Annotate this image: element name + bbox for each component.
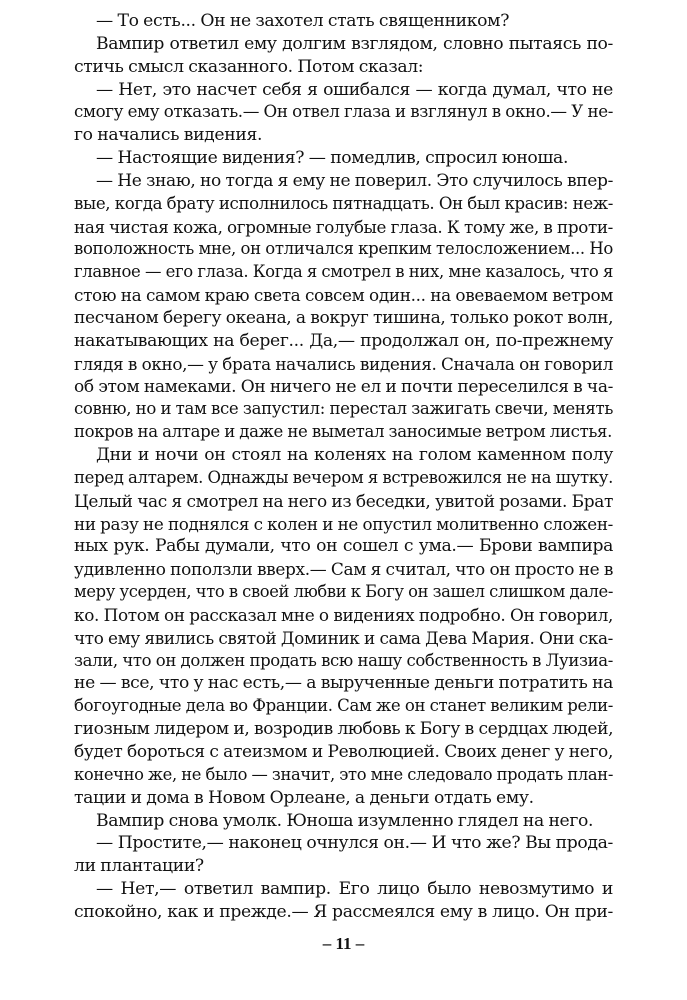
text-line: покров на алтаре и даже не выметал заносимые ветром листья. <box>74 422 613 442</box>
text-line: Дни и ночи он стоял на коленях на голом каменном полу <box>96 445 613 466</box>
text-line: — Нет,— ответил вампир. Его лицо было невозмутимо и <box>96 879 613 900</box>
text-line: перед алтарем. Однажды вечером я встревожился не на шутку. <box>74 467 613 487</box>
text-line: смогу ему отказать.— Он отвел глаза и взглянул в окно.— У не- <box>74 102 613 122</box>
text-line: зали, что он должен продать всю нашу собственность в Луизиа- <box>74 650 613 670</box>
text-line: песчаном берегу океана, а вокруг тишина, только рокот волн, <box>74 307 614 328</box>
text-line: — То есть... Он не захотел стать священником? <box>96 11 510 31</box>
text-line: об этом намеками. Он ничего не ел и почти переселился в ча- <box>74 376 613 397</box>
text-line: стою на самом краю света совсем один... на овеваемом ветром <box>74 285 613 306</box>
text-line: воположность мне, он отличался крепким телосложением... Но <box>74 239 613 259</box>
text-line: богоугодные дела во Франции. Сам же он станет великим рели- <box>74 696 613 716</box>
text-line: не — все, что у нас есть,— а вырученные деньги потратить на <box>74 673 613 694</box>
text-line: вые, когда брату исполнилось пятнадцать. Он был красив: неж- <box>74 193 613 213</box>
text-line: — Нет, это насчет себя я ошибался — когда думал, что не <box>96 79 613 100</box>
text-line: гиозным лидером и, возродив любовь к Богу в сердцах людей, <box>74 719 614 740</box>
text-line: главное — его глаза. Когда я смотрел в них, мне казалось, что я <box>74 262 613 282</box>
text-line: ли плантации? <box>74 856 204 877</box>
text-line: Целый час я смотрел на него из беседки, увитой розами. Брат <box>74 490 613 511</box>
text-line: конечно же, не было — значит, это мне следовало продать план- <box>74 764 613 784</box>
text-line: Вампир снова умолк. Юноша изумленно глядел на него. <box>96 810 594 831</box>
text-line: удивленно поползли вверх.— Сам я считал, что он просто не в <box>74 559 613 580</box>
text-line: стичь смысл сказанного. Потом сказал: <box>74 56 424 77</box>
text-line: тации и дома в Новом Орлеане, а деньги отдать ему. <box>74 787 534 808</box>
text-line: накатывающих на берег... Да,— продолжал он, по-прежнему <box>74 330 613 351</box>
text-line: — Не знаю, но тогда я ему не поверил. Это случилось впер- <box>96 170 613 191</box>
page-number: – 11 – <box>322 934 365 953</box>
text-line: будет бороться с атеизмом и Революцией. Своих денег у него, <box>74 742 613 762</box>
text-line: го начались видения. <box>74 125 263 146</box>
text-line: ко. Потом он рассказал мне о видениях подробно. Он говорил, <box>74 604 613 625</box>
text-line: что ему явились святой Доминик и сама Дева Мария. Они ска- <box>74 627 613 648</box>
text-line: — Настоящие видения? — помедлив, спросил юноша. <box>96 148 569 169</box>
text-line: меру усерден, что в своей любви к Богу он зашел слишком дале- <box>74 582 613 602</box>
text-line: Вампир ответил ему долгим взглядом, словно пытаясь по- <box>96 33 613 54</box>
page-text-block <box>74 10 613 924</box>
text-line: глядя в окно,— у брата начались видения. Сначала он говорил <box>74 353 613 374</box>
text-line: ных рук. Рабы думали, что он сошел с ума.— Брови вампира <box>74 536 613 557</box>
text-line: спокойно, как и прежде.— Я рассмеялся ему в лицо. Он при- <box>74 901 613 922</box>
text-line: — Простите,— наконец очнулся он.— И что же? Вы прода- <box>96 833 613 854</box>
text-line: ни разу не поднялся с колен и не опустил молитвенно сложен- <box>74 513 613 534</box>
text-line: совню, но и там все запустил: перестал зажигать свечи, менять <box>74 399 613 419</box>
text-line: ная чистая кожа, огромные голубые глаза. К тому же, в проти- <box>74 216 613 237</box>
